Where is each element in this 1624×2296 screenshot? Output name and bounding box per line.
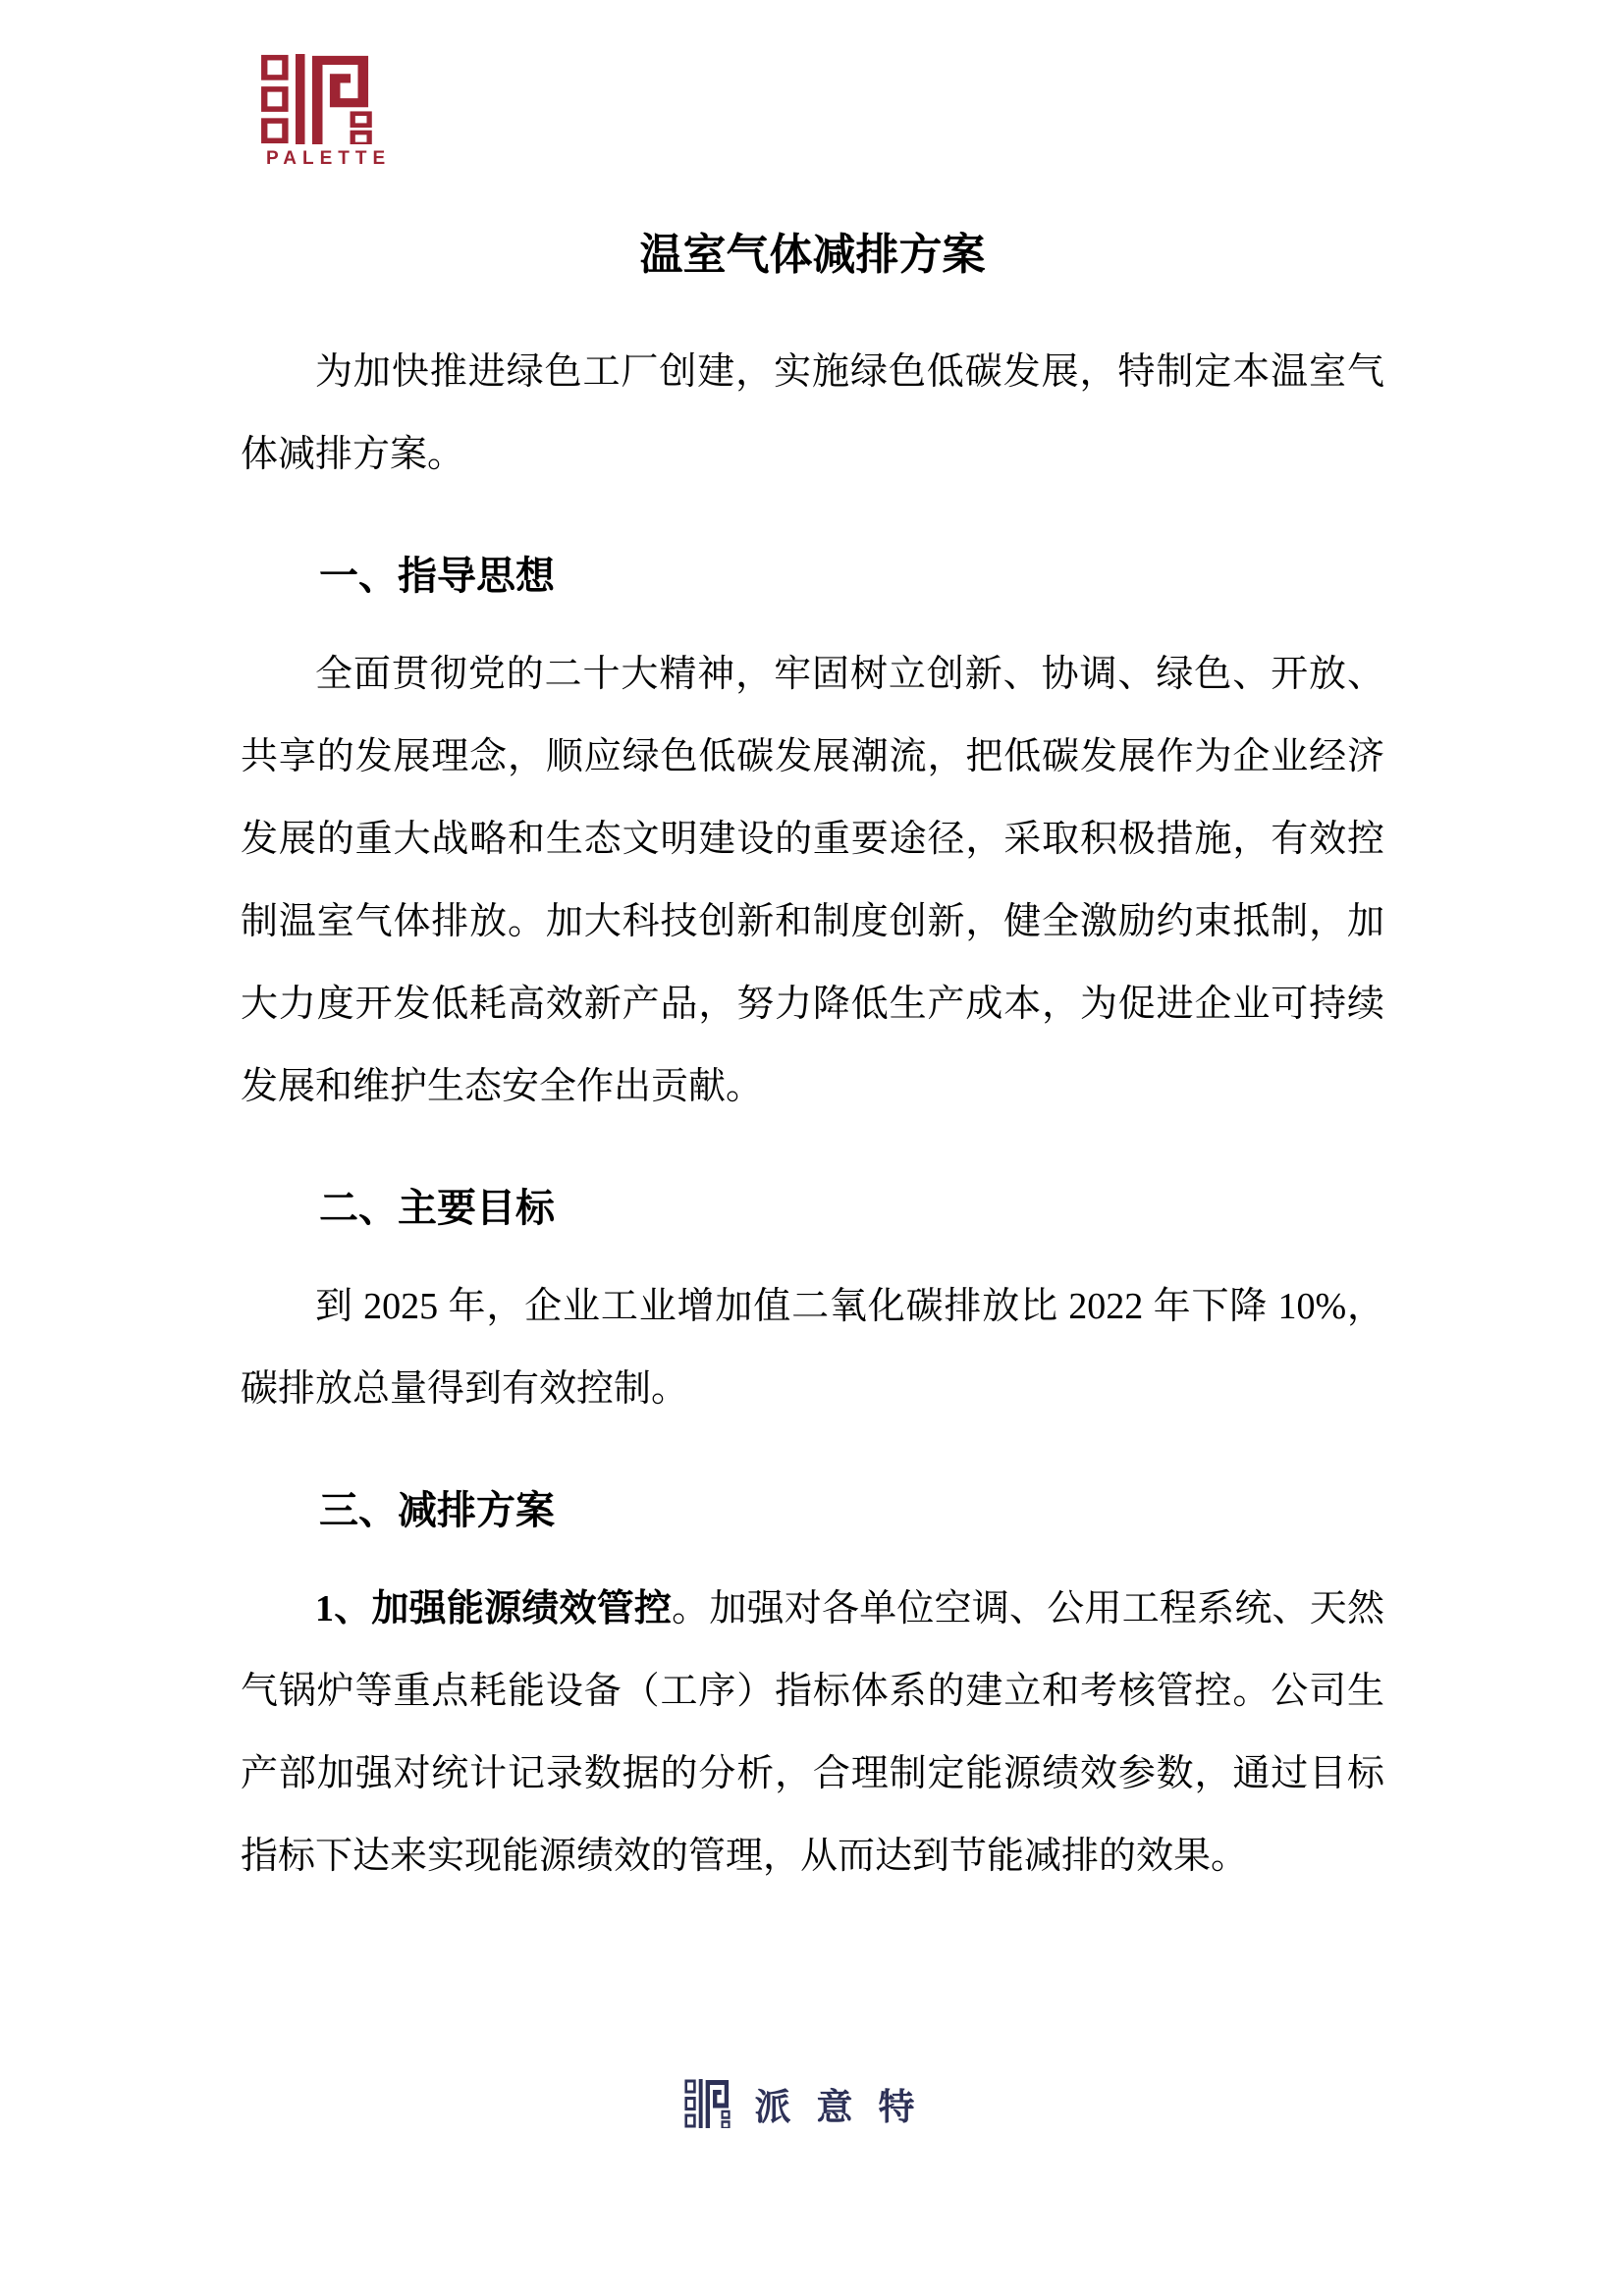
section-body-3 — [241, 1568, 1384, 1897]
palette-wordmark: PALETTE — [266, 148, 392, 169]
paiyite-wordmark: 派意特 — [754, 2087, 941, 2127]
section-heading-1: 一、指导思想 — [319, 554, 555, 598]
palette-mark-icon — [260, 54, 385, 144]
section-heading-3: 三、减排方案 — [319, 1488, 555, 1532]
section-heading-2: 二、主要目标 — [319, 1186, 555, 1230]
paiyite-mark-icon — [684, 2079, 735, 2128]
item-lead-bold: 1、加强能源绩效管控 — [315, 1588, 673, 1629]
footer-logo — [0, 2077, 1624, 2130]
document-title: 温室气体减排方案 — [639, 231, 986, 279]
header-logo — [260, 54, 392, 170]
intro-paragraph: 为加快推进绿色工厂创建，实施绿色低碳发展，特制定本温室气体减排方案。 — [241, 351, 1384, 475]
section-body-1: 全面贯彻党的二十大精神，牢固树立创新、协调、绿色、开放、共享的发展理念，顺应绿色低碳发展潮流，把低碳发展作为企业经济发展的重大战略和生态文明建设的重要途径，采取积极措施，有效控制温室气体排放。加大科技创新和制度创新，健全激励约束抵制，加大力度开发低耗高效新产品，努力降低生产成本，为促进企业可持续发展和维护生态安全作出贡献。 — [241, 654, 1384, 1107]
item-body-text: 。加强对各单位空调、公用工程系统、天然气锅炉等重点耗能设备（工序）指标体系的建立和考核管控。公司生产部加强对统计记录数据的分析，合理制定能源绩效参数，通过目标指标下达来实现能源绩效的管理，从而达到节能减排的效果。 — [241, 1588, 1384, 1877]
section-body-2: 到 2025 年，企业工业增加值二氧化碳排放比 2022 年下降 10%，碳排放总量得到有效控制。 — [241, 1286, 1384, 1410]
